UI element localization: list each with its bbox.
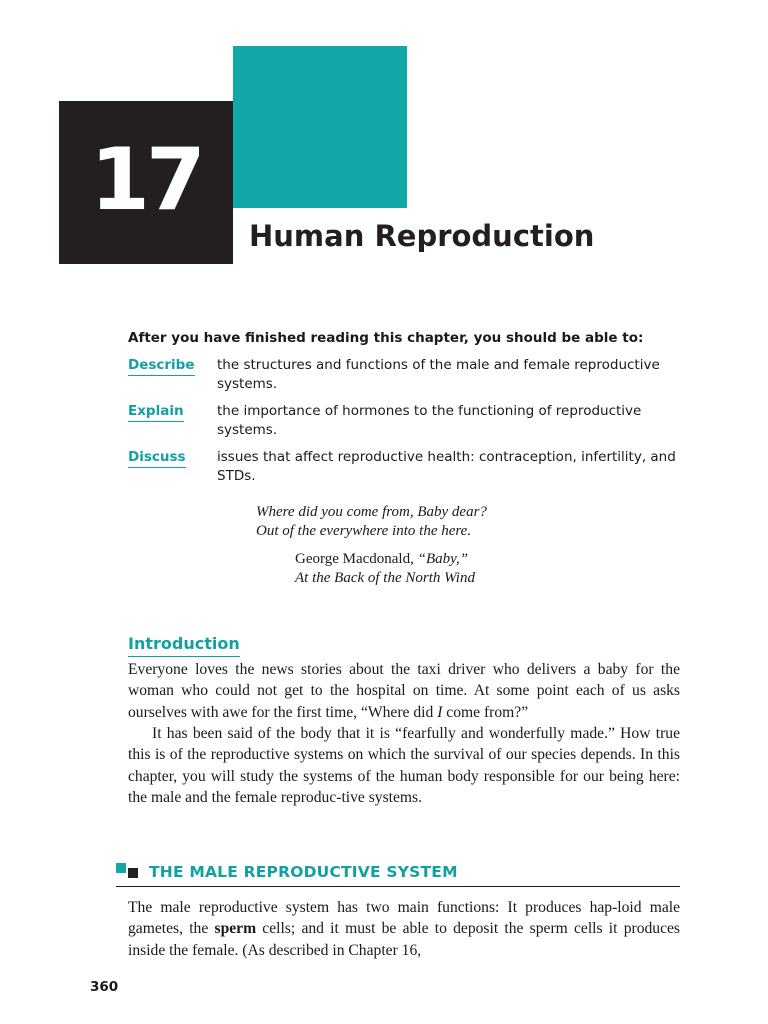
black-square-icon [128,868,138,878]
text-run: cells; and it must be able to deposit the sperm cells it produces inside the female. (As described in Chapter 16, [128,920,680,959]
objectives-intro: After you have finished reading this chapter, you should be able to: [128,330,644,346]
male-section-heading: THE MALE REPRODUCTIVE SYSTEM [149,863,458,881]
intro-paragraph-2: It has been said of the body that it is “fearfully and wonderfully made.” How true this is of the reproductive systems on which the survival of our species depends. In this chapter, you will study the systems of the human body responsible for our being here: the male and the female reproduc-tive systems. [128,725,680,807]
text-run: come from?” [442,703,529,721]
objective-text: the importance of hormones to the functioning of reproductive systems. [217,403,642,438]
male-section-heading-bar [116,862,680,887]
text-run: Everyone loves the news stories about the taxi driver who delivers a baby for the woman who could not get to the hospital on time. At some point each of us asks ourselves with awe for the first time, “Where did [128,661,680,721]
teal-decorative-block [233,46,407,208]
text-run-italic: I [437,703,443,721]
text-run: The male reproductive system has two main functions: It produces hap-loid male gametes, the [128,899,680,938]
epigraph-work: “Baby,” [417,551,469,567]
chapter-number-block [59,101,233,264]
intro-paragraph-1 [128,659,680,723]
epigraph-source: At the Back of the North Wind [295,570,475,586]
chapter-number: 17 [90,130,202,230]
epigraph-line: Where did you come from, Baby dear? [256,504,487,520]
objective-verb: Describe [128,356,195,376]
objective-verb: Explain [128,402,184,422]
epigraph-author: George Macdonald, [295,551,414,567]
introduction-heading: Introduction [128,633,240,657]
objective-text: the structures and functions of the male and female reproductive systems. [217,357,660,392]
epigraph-attribution [295,550,715,588]
epigraph-line: Out of the everywhere into the here. [256,523,472,539]
epigraph [256,503,696,541]
male-section-paragraph [128,897,680,961]
page-number: 360 [90,979,119,995]
objective-text: issues that affect reproductive health: contraception, infertility, and STDs. [217,449,676,484]
text-run-bold: sperm [214,920,257,938]
objective-verb: Discuss [128,448,186,468]
chapter-title: Human Reproduction [249,219,595,253]
teal-square-icon [116,863,126,873]
